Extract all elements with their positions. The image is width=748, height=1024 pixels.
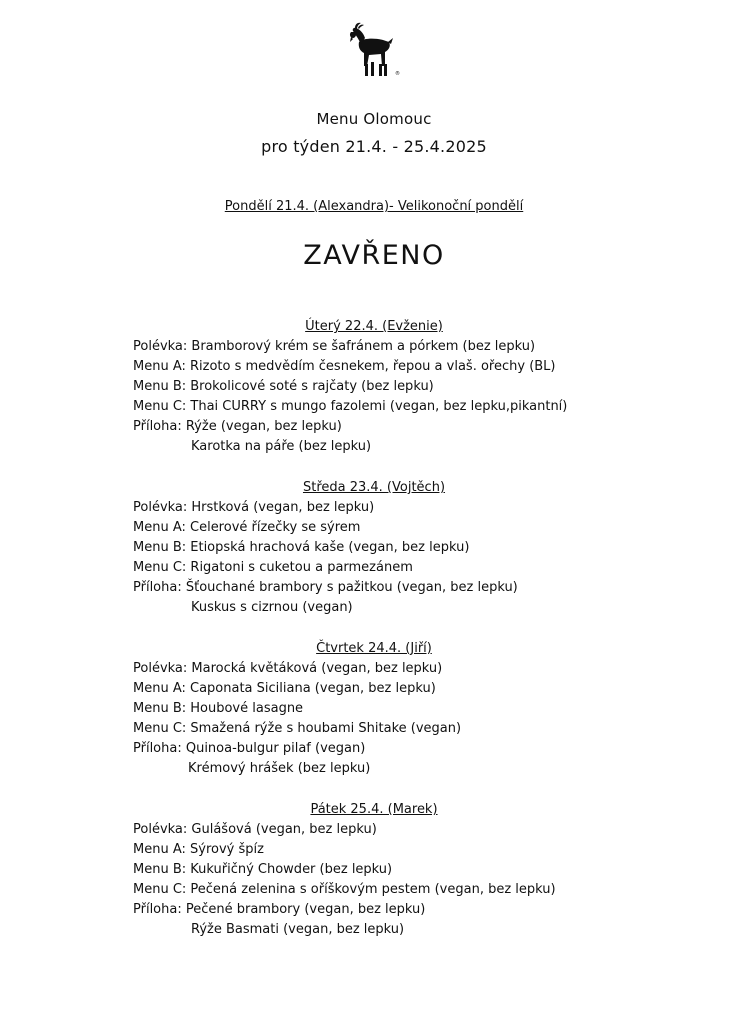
menu-c-row: Menu C: Thai CURRY s mungo fazolemi (vegan, bez lepku,pikantní): [133, 399, 568, 414]
day-thursday: [133, 639, 733, 779]
menu-c-row: Menu C: Rigatoni s cuketou a parmezánem: [133, 560, 413, 575]
side-row-2: Krémový hrášek (bez lepku): [188, 761, 371, 776]
week-range: pro týden 21.4. - 25.4.2025: [261, 137, 487, 156]
menu-c-row: Menu C: Pečená zelenina s oříškovým pestem (vegan, bez lepku): [133, 882, 556, 897]
closed-notice: ZAVŘENO: [303, 240, 445, 271]
day-heading: Úterý 22.4. (Evženie): [305, 319, 443, 334]
day-heading: Čtvrtek 24.4. (Jiří): [316, 641, 432, 656]
menu-a-row: Menu A: Celerové řízečky se sýrem: [133, 520, 361, 535]
goat-logo-icon: [345, 20, 401, 80]
menu-b-row: Menu B: Kukuřičný Chowder (bez lepku): [133, 862, 393, 877]
side-row-2: Karotka na páře (bez lepku): [191, 439, 372, 454]
day-wednesday: [133, 478, 733, 618]
menu-b-row: Menu B: Brokolicové soté s rajčaty (bez lepku): [133, 379, 434, 394]
soup-row: Polévka: Bramborový krém se šafránem a pórkem (bez lepku): [133, 339, 536, 354]
menu-a-row: Menu A: Sýrový špíz: [133, 842, 264, 857]
side-row-2: Kuskus s cizrnou (vegan): [191, 600, 353, 615]
side-row: Příloha: Pečené brambory (vegan, bez lepku): [133, 902, 426, 917]
monday-heading: Pondělí 21.4. (Alexandra)- Velikonoční pondělí: [224, 199, 524, 214]
soup-row: Polévka: Marocká květáková (vegan, bez lepku): [133, 661, 443, 676]
menu-a-row: Menu A: Caponata Siciliana (vegan, bez lepku): [133, 681, 436, 696]
day-heading: Pátek 25.4. (Marek): [310, 802, 438, 817]
day-friday: [133, 800, 733, 940]
menu-title: Menu Olomouc: [316, 110, 432, 128]
soup-row: Polévka: Hrstková (vegan, bez lepku): [133, 500, 375, 515]
day-tuesday: [133, 317, 733, 457]
side-row: Příloha: Rýže (vegan, bez lepku): [133, 419, 342, 434]
menu-c-row: Menu C: Smažená rýže s houbami Shitake (vegan): [133, 721, 462, 736]
menu-a-row: Menu A: Rizoto s medvědím česnekem, řepou a vlaš. ořechy (BL): [133, 359, 556, 374]
side-row-2: Rýže Basmati (vegan, bez lepku): [191, 922, 405, 937]
menu-b-row: Menu B: Houbové lasagne: [133, 701, 304, 716]
day-heading: Středa 23.4. (Vojtěch): [302, 480, 446, 495]
side-row: Příloha: Quinoa-bulgur pilaf (vegan): [133, 741, 366, 756]
registered-mark: ®: [395, 71, 400, 77]
soup-row: Polévka: Gulášová (vegan, bez lepku): [133, 822, 377, 837]
menu-b-row: Menu B: Etiopská hrachová kaše (vegan, bez lepku): [133, 540, 470, 555]
side-row: Příloha: Šťouchané brambory s pažitkou (vegan, bez lepku): [133, 580, 518, 595]
